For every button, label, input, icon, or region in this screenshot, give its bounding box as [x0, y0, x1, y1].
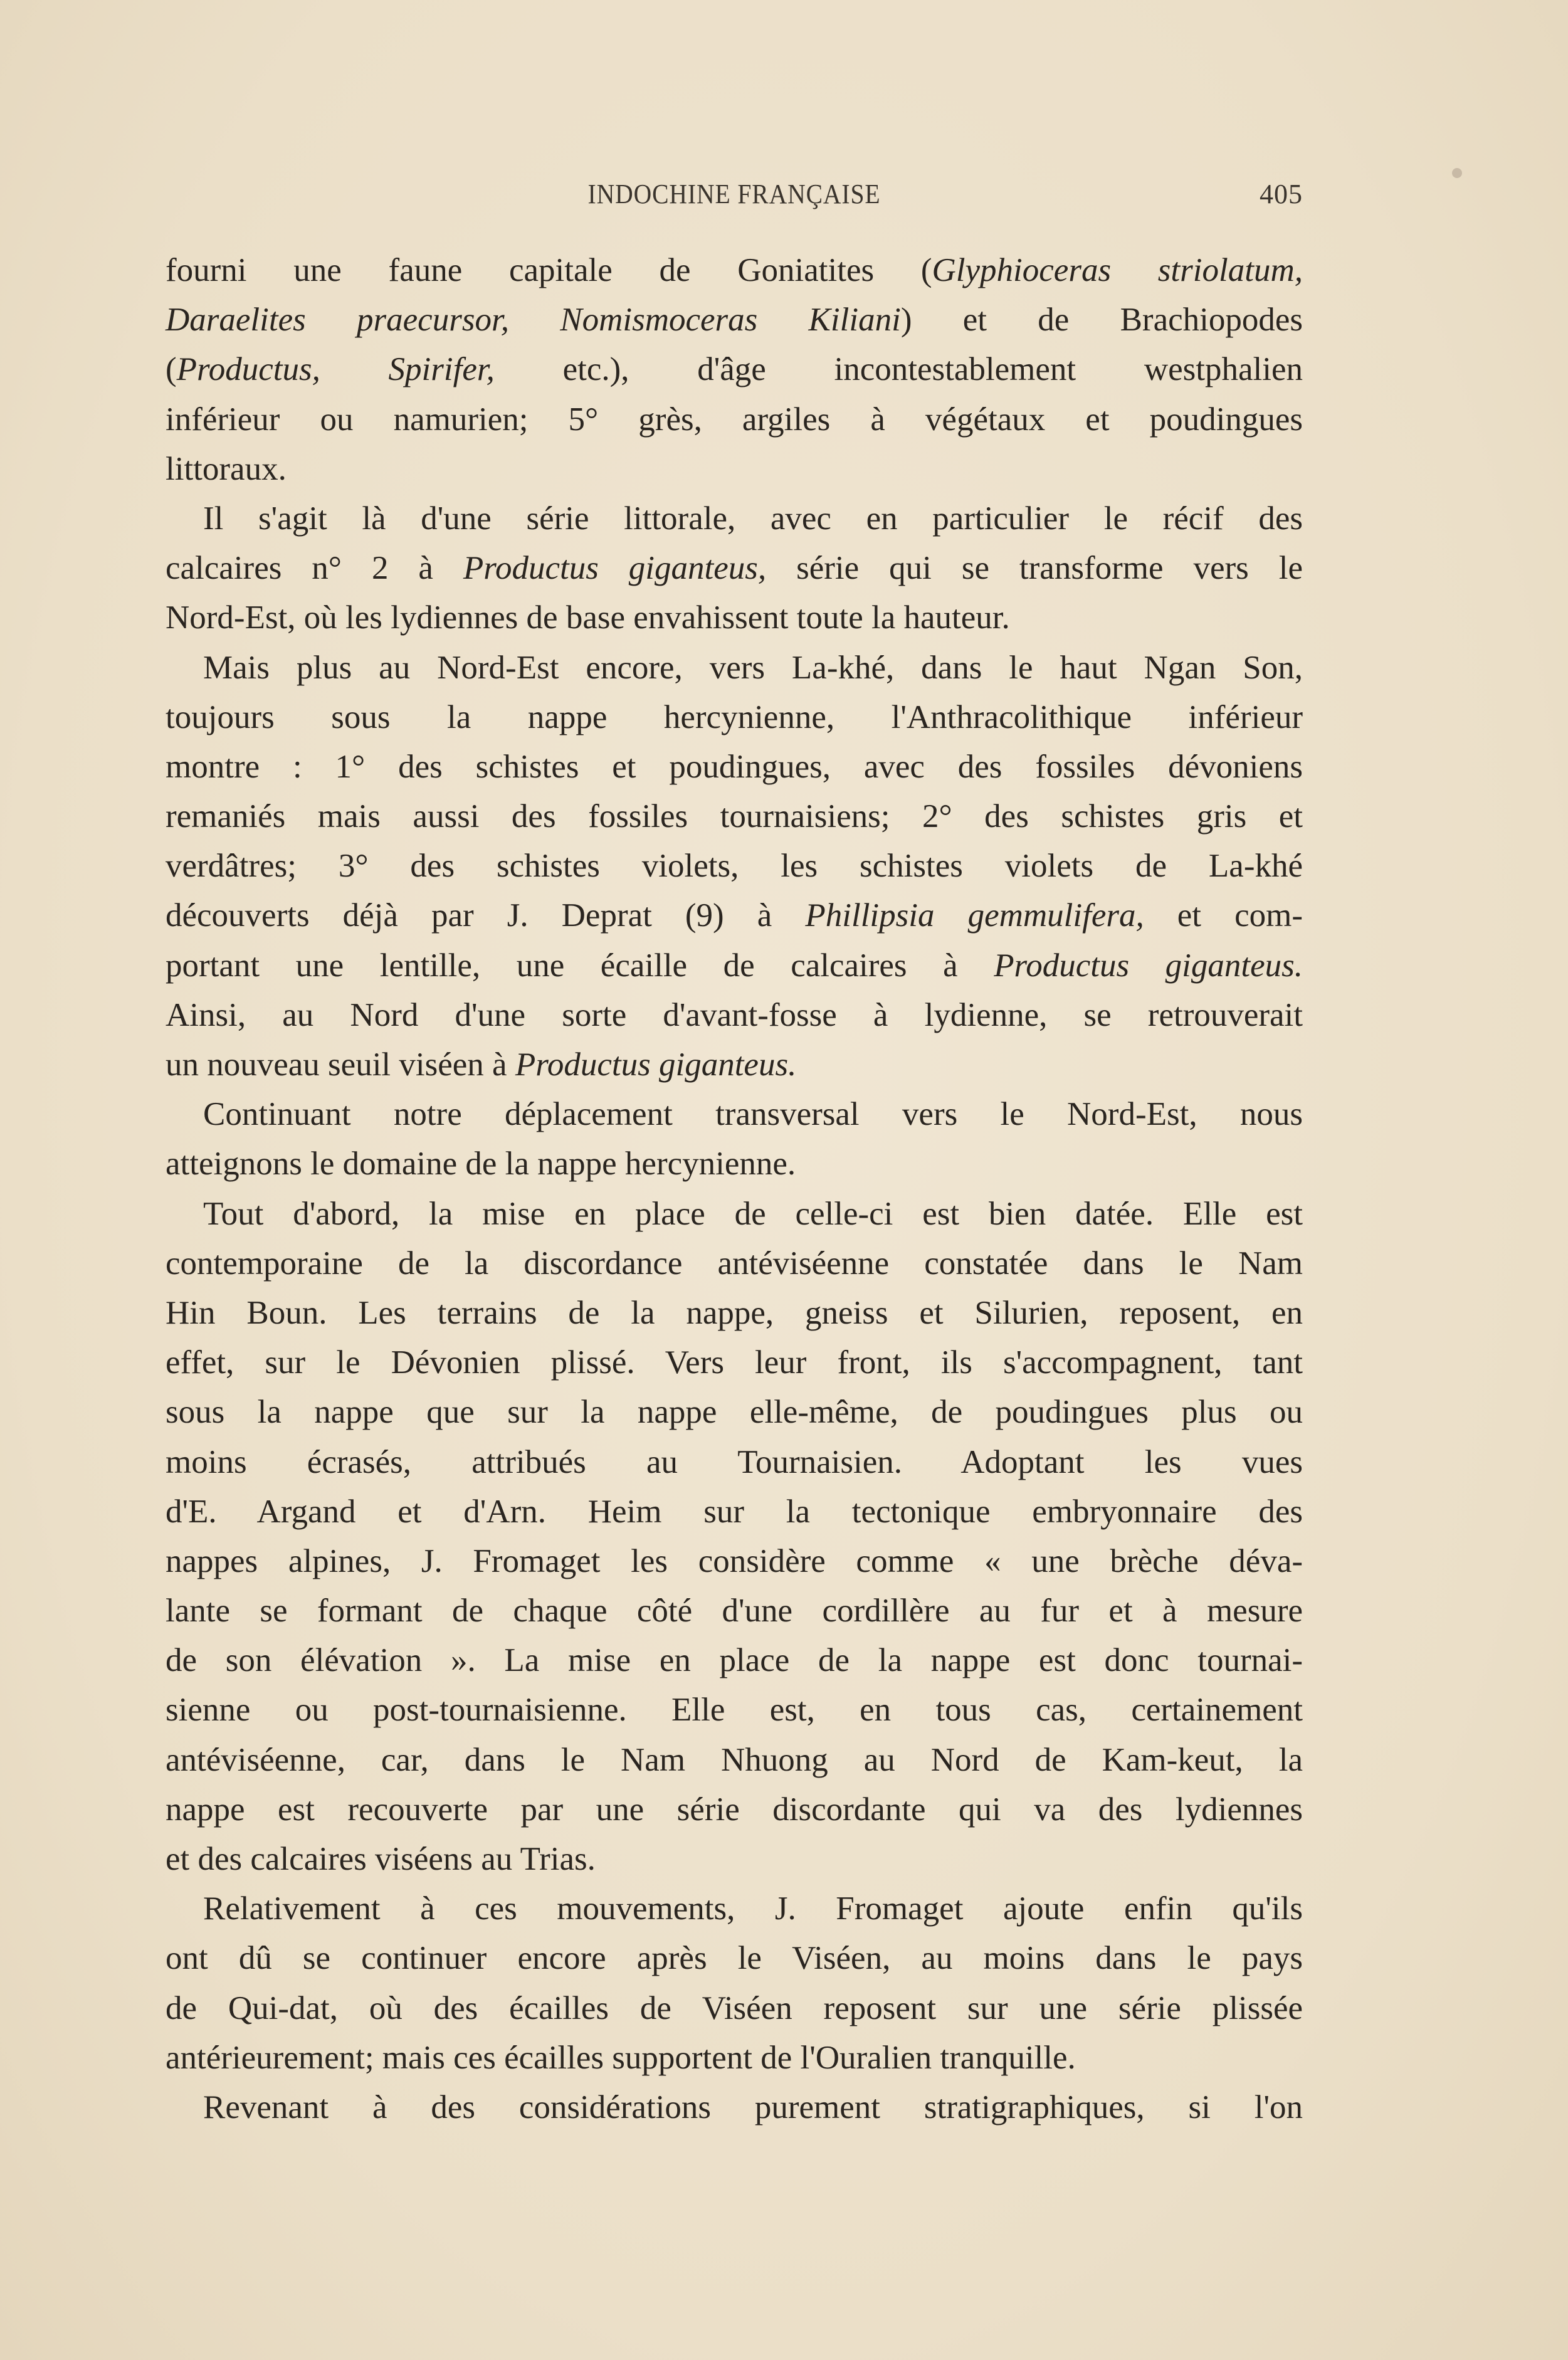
italic-taxon-name: Glyphioceras striolatum,: [932, 252, 1303, 288]
text-line: [166, 445, 1303, 494]
text-run: Continuant notre déplacement transversal vers le Nord-Est, nous: [203, 1096, 1303, 1133]
text-run: remaniés mais aussi des fossiles tournaisiens; 2° des schistes gris et: [166, 798, 1303, 835]
text-run: moins écrasés, attribués au Tournaisien. Adoptant les vues: [166, 1443, 1303, 1480]
text-line: [166, 1685, 1303, 1735]
text-run: antérieurement; mais ces écailles supportent de l'Ouralien tranquille.: [166, 2039, 1076, 2076]
running-header: [166, 178, 1303, 216]
text-line: [166, 2033, 1303, 2083]
text-run: atteignons le domaine de la nappe hercynienne.: [166, 1146, 796, 1183]
text-line: [166, 792, 1303, 841]
paper-stain: [1452, 168, 1462, 178]
page-number: 405: [1260, 179, 1303, 209]
text-line: [166, 1388, 1303, 1437]
text-run: verdâtres; 3° des schistes violets, les schistes violets de La-khé: [166, 848, 1303, 885]
text-run: un nouveau seuil viséen à: [166, 1046, 515, 1083]
text-run: antéviséenne, car, dans le Nam Nhuong au Nord de Kam-keut, la: [166, 1741, 1303, 1778]
text-run: ) et de Brachiopodes: [900, 302, 1303, 339]
text-run: Nord-Est, où les lydiennes de base envahissent toute la hauteur.: [166, 599, 1010, 636]
text-run: d'E. Argand et d'Arn. Heim sur la tectonique embryonnaire des: [166, 1493, 1303, 1530]
text-run: toujours sous la nappe hercynienne, l'Anthracolithique inférieur: [166, 698, 1303, 735]
italic-taxon-name: Productus, Spirifer,: [176, 351, 495, 388]
text-run: sienne ou post-tournaisienne. Elle est, en tous cas, certainement: [166, 1692, 1303, 1729]
text-run: de Qui-dat, où des écailles de Viséen reposent sur une série plissée: [166, 1989, 1303, 2026]
text-line: [166, 593, 1303, 643]
text-run: fourni une faune capitale de Goniatites (: [166, 252, 932, 288]
text-run: série qui se transforme vers le: [766, 550, 1303, 587]
text-line: [166, 1487, 1303, 1537]
text-line: [166, 891, 1303, 940]
text-run: Mais plus au Nord-Est encore, vers La-khé, dans le haut Ngan Son,: [203, 649, 1303, 686]
text-line: [166, 693, 1303, 742]
text-line: [166, 1239, 1303, 1288]
text-run: de son élévation ». La mise en place de la nappe est donc tournai-: [166, 1642, 1303, 1679]
text-line: [166, 494, 1303, 544]
text-run: etc.), d'âge incontestablement westphalien: [494, 351, 1303, 388]
text-run: sous la nappe que sur la nappe elle-même, de poudingues plus ou: [166, 1394, 1303, 1431]
text-line: [166, 1090, 1303, 1139]
text-run: nappe est recouverte par une série discordante qui va des lydiennes: [166, 1791, 1303, 1828]
text-run: Relativement à ces mouvements, J. Fromaget ajoute enfin qu'ils: [203, 1890, 1303, 1927]
text-line: [166, 1040, 1303, 1090]
text-line: [166, 1736, 1303, 1785]
text-line: [166, 2083, 1303, 2132]
italic-taxon-name: Productus giganteus,: [463, 550, 767, 587]
text-run: Tout d'abord, la mise en place de celle-ci est bien datée. Elle est: [203, 1195, 1303, 1232]
text-line: [166, 742, 1303, 792]
text-line: [166, 295, 1303, 345]
text-line: [166, 1984, 1303, 2033]
text-line: [166, 1438, 1303, 1487]
text-line: [166, 1189, 1303, 1239]
text-line: [166, 345, 1303, 394]
text-line: [166, 544, 1303, 593]
text-line: [166, 1586, 1303, 1636]
text-line: [166, 1884, 1303, 1934]
italic-taxon-name: Phillipsia gemmulifera,: [805, 897, 1144, 934]
text-line: [166, 841, 1303, 891]
text-run: calcaires n° 2 à: [166, 550, 463, 587]
italic-taxon-name: Daraelites praecursor, Nomismoceras Kiliani: [166, 302, 901, 339]
text-run: littoraux.: [166, 450, 287, 487]
text-run: (: [166, 351, 177, 388]
text-line: [166, 1835, 1303, 1884]
italic-taxon-name: Productus giganteus.: [515, 1046, 797, 1083]
text-run: Ainsi, au Nord d'une sorte d'avant-fosse à lydienne, se retrouverait: [166, 996, 1303, 1033]
text-run: et des calcaires viséens au Trias.: [166, 1841, 596, 1877]
text-run: découverts déjà par J. Deprat (9) à: [166, 897, 806, 934]
text-run: et com-: [1144, 897, 1303, 934]
text-line: [166, 1139, 1303, 1189]
text-line: [166, 643, 1303, 693]
text-line: [166, 941, 1303, 991]
text-run: portant une lentille, une écaille de calcaires à: [166, 947, 994, 984]
italic-taxon-name: Productus giganteus.: [994, 947, 1303, 984]
text-run: Hin Boun. Les terrains de la nappe, gneiss et Silurien, reposent, en: [166, 1294, 1303, 1331]
text-run: effet, sur le Dévonien plissé. Vers leur front, ils s'accompagnent, tant: [166, 1344, 1303, 1381]
text-run: Il s'agit là d'une série littorale, avec en particulier le récif des: [203, 500, 1303, 537]
text-line: [166, 395, 1303, 445]
text-line: [166, 1288, 1303, 1338]
text-run: inférieur ou namurien; 5° grès, argiles à végétaux et poudingues: [166, 401, 1303, 438]
text-run: contemporaine de la discordance antéviséenne constatée dans le Nam: [166, 1245, 1303, 1282]
text-run: montre : 1° des schistes et poudingues, avec des fossiles dévoniens: [166, 748, 1303, 785]
text-run: Revenant à des considérations purement stratigraphiques, si l'on: [203, 2089, 1303, 2126]
text-run: nappes alpines, J. Fromaget les considère comme « une brèche déva-: [166, 1542, 1303, 1579]
text-line: [166, 1934, 1303, 1983]
running-title: INDOCHINE FRANÇAISE: [587, 179, 881, 209]
text-line: [166, 1636, 1303, 1685]
body-text: [166, 246, 1303, 2132]
text-line: [166, 1537, 1303, 1586]
text-run: lante se formant de chaque côté d'une cordillère au fur et à mesure: [166, 1593, 1303, 1630]
text-run: ont dû se continuer encore après le Viséen, au moins dans le pays: [166, 1940, 1303, 1977]
text-line: [166, 1785, 1303, 1835]
text-line: [166, 1338, 1303, 1388]
text-line: [166, 991, 1303, 1040]
text-line: [166, 246, 1303, 295]
